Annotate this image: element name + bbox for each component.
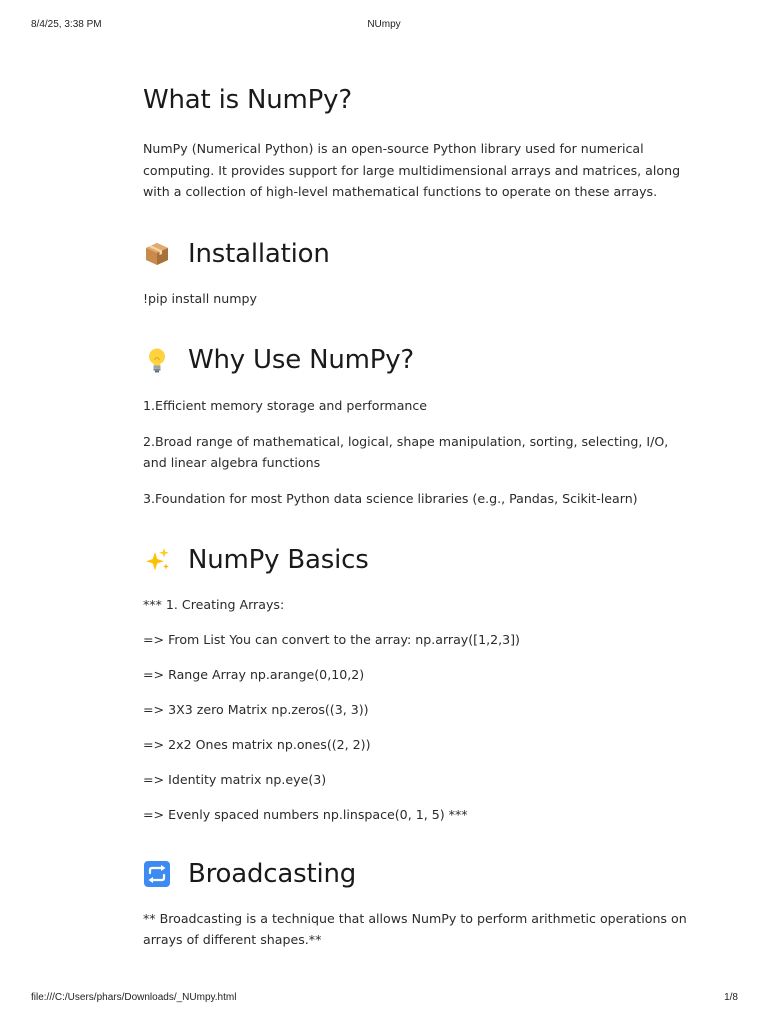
why-item-1: 1.Efficient memory storage and performance [143,398,428,413]
basics-line-6: => Identity matrix np.eye(3) [143,772,327,787]
broadcasting-heading-text: Broadcasting [188,858,357,889]
print-page-number: 1/8 [724,992,738,1003]
basics-line-5: => 2x2 Ones matrix np.ones((2, 2)) [143,737,371,752]
installation-heading-text: Installation [188,238,330,269]
page-title: What is NumPy? [143,85,352,115]
basics-line-3: => Range Array np.arange(0,10,2) [143,667,365,682]
basics-heading [143,540,688,580]
light-bulb-icon [143,346,171,374]
basics-line-1: *** 1. Creating Arrays: [143,597,285,612]
repeat-arrows-icon [143,860,171,888]
print-datetime: 8/4/25, 3:38 PM [31,19,102,30]
print-title: NUmpy [367,19,401,30]
why-item-2: 2.Broad range of mathematical, logical, shape manipulation, sorting, selecting, I/O, and linear algebra functions [143,433,669,470]
document-content [143,80,688,951]
why-heading [143,340,688,380]
sparkles-icon [143,546,171,574]
basics-line-2: => From List You can convert to the array: np.array([1,2,3]) [143,632,520,647]
intro-paragraph: NumPy (Numerical Python) is an open-source Python library used for numerical computing. It provides support for large multidimensional arrays and matrices, along with a collection of high-level mathematical functions to operate on these arrays. [143,141,681,199]
print-url: file:///C:/Users/phars/Downloads/_NUmpy.html [31,992,237,1003]
package-icon [143,240,171,268]
broadcasting-text: ** Broadcasting is a technique that allows NumPy to perform arithmetic operations on arrays of different shapes.** [143,910,687,947]
print-footer [0,992,768,1006]
basics-line-7: => Evenly spaced numbers np.linspace(0, 1, 5) *** [143,807,468,822]
why-item-3: 3.Foundation for most Python data science libraries (e.g., Pandas, Scikit-learn) [143,490,638,506]
installation-heading [143,234,688,274]
why-heading-text: Why Use NumPy? [188,345,414,375]
install-command: !pip install numpy [143,290,257,306]
broadcasting-heading [143,854,688,894]
print-header [0,19,768,33]
basics-line-4: => 3X3 zero Matrix np.zeros((3, 3)) [143,702,369,717]
basics-heading-text: NumPy Basics [188,545,369,575]
